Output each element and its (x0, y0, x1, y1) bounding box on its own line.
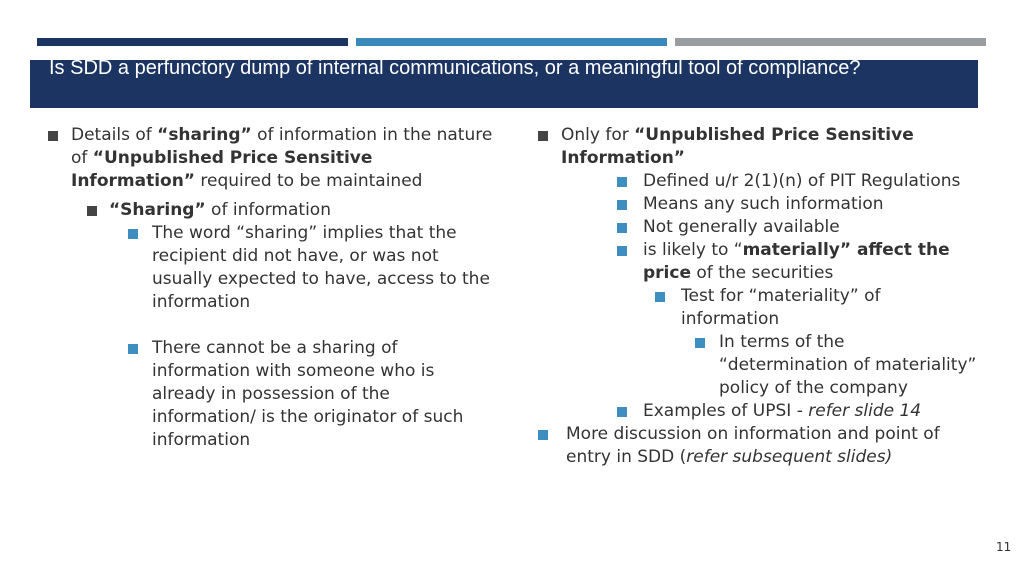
list-item: There cannot be a sharing of information with someone who is already in possession of the information/ is the originator of such information (46, 337, 496, 452)
list-item: The word “sharing” implies that the recipient did not have, or was not usually expected to have, access to the information (46, 222, 496, 314)
page-number: 11 (996, 540, 1012, 554)
square-bullet-icon (128, 344, 138, 354)
square-bullet-icon (617, 200, 627, 210)
header-stripe-2 (356, 38, 667, 46)
square-bullet-icon (128, 229, 138, 239)
list-item: Means any such information (537, 193, 977, 216)
spacer (46, 314, 496, 337)
square-bullet-icon (695, 338, 705, 348)
right-column (537, 124, 977, 469)
list-item: Defined u/r 2(1)(n) of PIT Regulations (537, 170, 977, 193)
square-bullet-icon (617, 246, 627, 256)
square-bullet-icon (617, 223, 627, 233)
header-stripe-3 (675, 38, 986, 46)
title-bar (30, 60, 978, 108)
list-item: “Sharing” of information (46, 199, 496, 222)
slide-title: Is SDD a perfunctory dump of internal communications, or a meaningful tool of compliance? (49, 60, 861, 79)
square-bullet-icon (48, 131, 58, 141)
list-item: Examples of UPSI - refer slide 14 (537, 400, 977, 423)
square-bullet-icon (655, 292, 665, 302)
square-bullet-icon (617, 407, 627, 417)
header-stripe-1 (37, 38, 348, 46)
square-bullet-icon (538, 131, 548, 141)
list-item: In terms of the “determination of materiality” policy of the company (537, 331, 977, 400)
square-bullet-icon (538, 430, 548, 440)
list-item: Only for “Unpublished Price Sensitive Information” (537, 124, 977, 170)
list-item: More discussion on information and point of entry in SDD (refer subsequent slides) (537, 423, 977, 469)
list-item: is likely to “materially” affect the price of the securities (537, 239, 977, 285)
square-bullet-icon (617, 177, 627, 187)
list-item: Test for “materiality” of information (537, 285, 977, 331)
square-bullet-icon (87, 206, 97, 216)
left-column (46, 124, 496, 452)
list-item: Not generally available (537, 216, 977, 239)
list-item: Details of “sharing” of information in the nature of “Unpublished Price Sensitive Information” required to be maintained (46, 124, 496, 193)
